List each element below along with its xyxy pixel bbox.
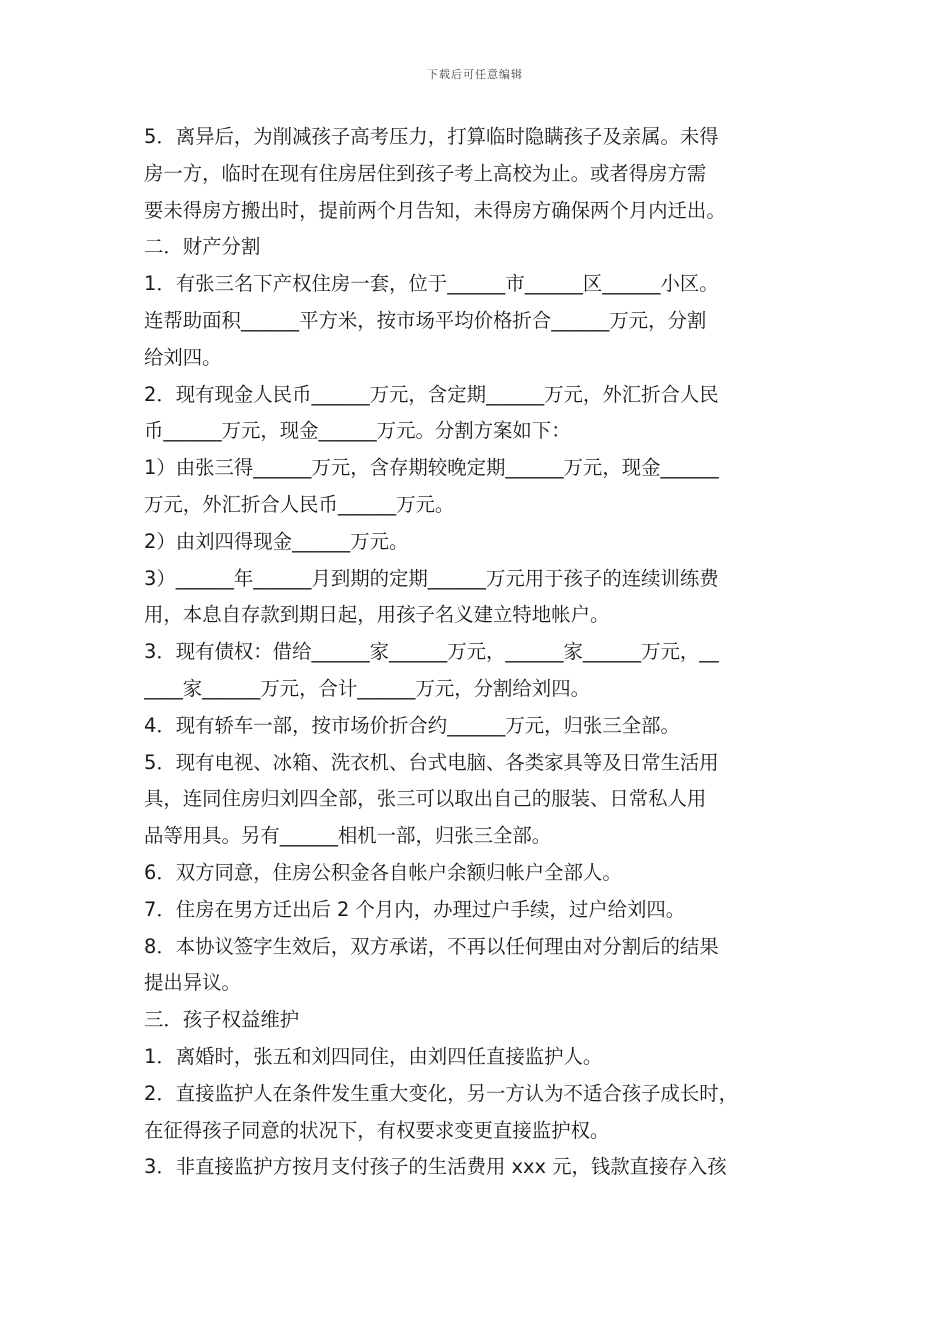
text-line: 3）______年______月到期的定期______万元用于孩子的连续训练费 bbox=[144, 566, 719, 590]
text-line: 3．现有债权：借给______家______万元，______家______万元，__ bbox=[144, 640, 719, 664]
text-line: 品等用具。另有______相机一部，归张三全部。 bbox=[144, 824, 552, 848]
text-line: 具，连同住房归刘四全部，张三可以取出自己的服装、日常私人用 bbox=[144, 787, 707, 811]
text-line: 7．住房在男方迁出后 2 个月内，办理过户手续，过户给刘四。 bbox=[144, 897, 686, 921]
section-heading: 三．孩子权益维护 bbox=[144, 1008, 300, 1032]
document-body bbox=[144, 119, 824, 1186]
text-line: 1．有张三名下产权住房一套，位于______市______区______小区。 bbox=[144, 272, 719, 296]
text-line: 给刘四。 bbox=[144, 345, 222, 369]
text-line: 6．双方同意，住房公积金各自帐户余额归帐户全部人。 bbox=[144, 860, 622, 884]
text-line: 用，本息自存款到期日起，用孩子名义建立特地帐户。 bbox=[144, 603, 610, 627]
text-line: 房一方，临时在现有住房居住到孩子考上高校为止。或者得房方需 bbox=[144, 161, 707, 185]
text-line: 提出异议。 bbox=[144, 971, 241, 995]
text-line: 要未得房方搬出时，提前两个月告知，未得房方确保两个月内迁出。 bbox=[144, 198, 726, 222]
text-line: 1．离婚时，张五和刘四同住，由刘四任直接监护人。 bbox=[144, 1044, 603, 1068]
text-line: 1）由张三得______万元，含存期较晚定期______万元，现金______ bbox=[144, 456, 719, 480]
text-line: 在征得孩子同意的状况下，有权要求变更直接监护权。 bbox=[144, 1118, 610, 1142]
text-line: 连帮助面积______平方米，按市场平均价格折合______万元，分割 bbox=[144, 308, 707, 332]
text-line: 4．现有轿车一部，按市场价折合约______万元，归张三全部。 bbox=[144, 713, 680, 737]
text-line: 5．离异后，为削减孩子高考压力，打算临时隐瞒孩子及亲属。未得 bbox=[144, 125, 719, 148]
text-line: ____家______万元，合计______万元，分割给刘四。 bbox=[144, 676, 590, 700]
text-line: 2．现有现金人民币______万元，含定期______万元，外汇折合人民 bbox=[144, 382, 719, 406]
text-line: 万元，外汇折合人民币______万元。 bbox=[144, 492, 455, 516]
section-heading: 二．财产分割 bbox=[144, 235, 261, 259]
page-header-note: 下载后可任意编辑 bbox=[427, 68, 523, 81]
text-line: 币______万元，现金______万元。分割方案如下： bbox=[144, 419, 571, 443]
text-line: 2．直接监护人在条件发生重大变化，另一方认为不适合孩子成长时， bbox=[144, 1081, 739, 1105]
text-line: 2）由刘四得现金______万元。 bbox=[144, 529, 409, 553]
text-line: 3．非直接监护方按月支付孩子的生活费用 xxx 元，钱款直接存入孩 bbox=[144, 1155, 727, 1179]
text-line: 5．现有电视、冰箱、洗衣机、台式电脑、各类家具等及日常生活用 bbox=[144, 750, 719, 774]
text-line: 8．本协议签字生效后，双方承诺，不再以任何理由对分割后的结果 bbox=[144, 934, 719, 958]
